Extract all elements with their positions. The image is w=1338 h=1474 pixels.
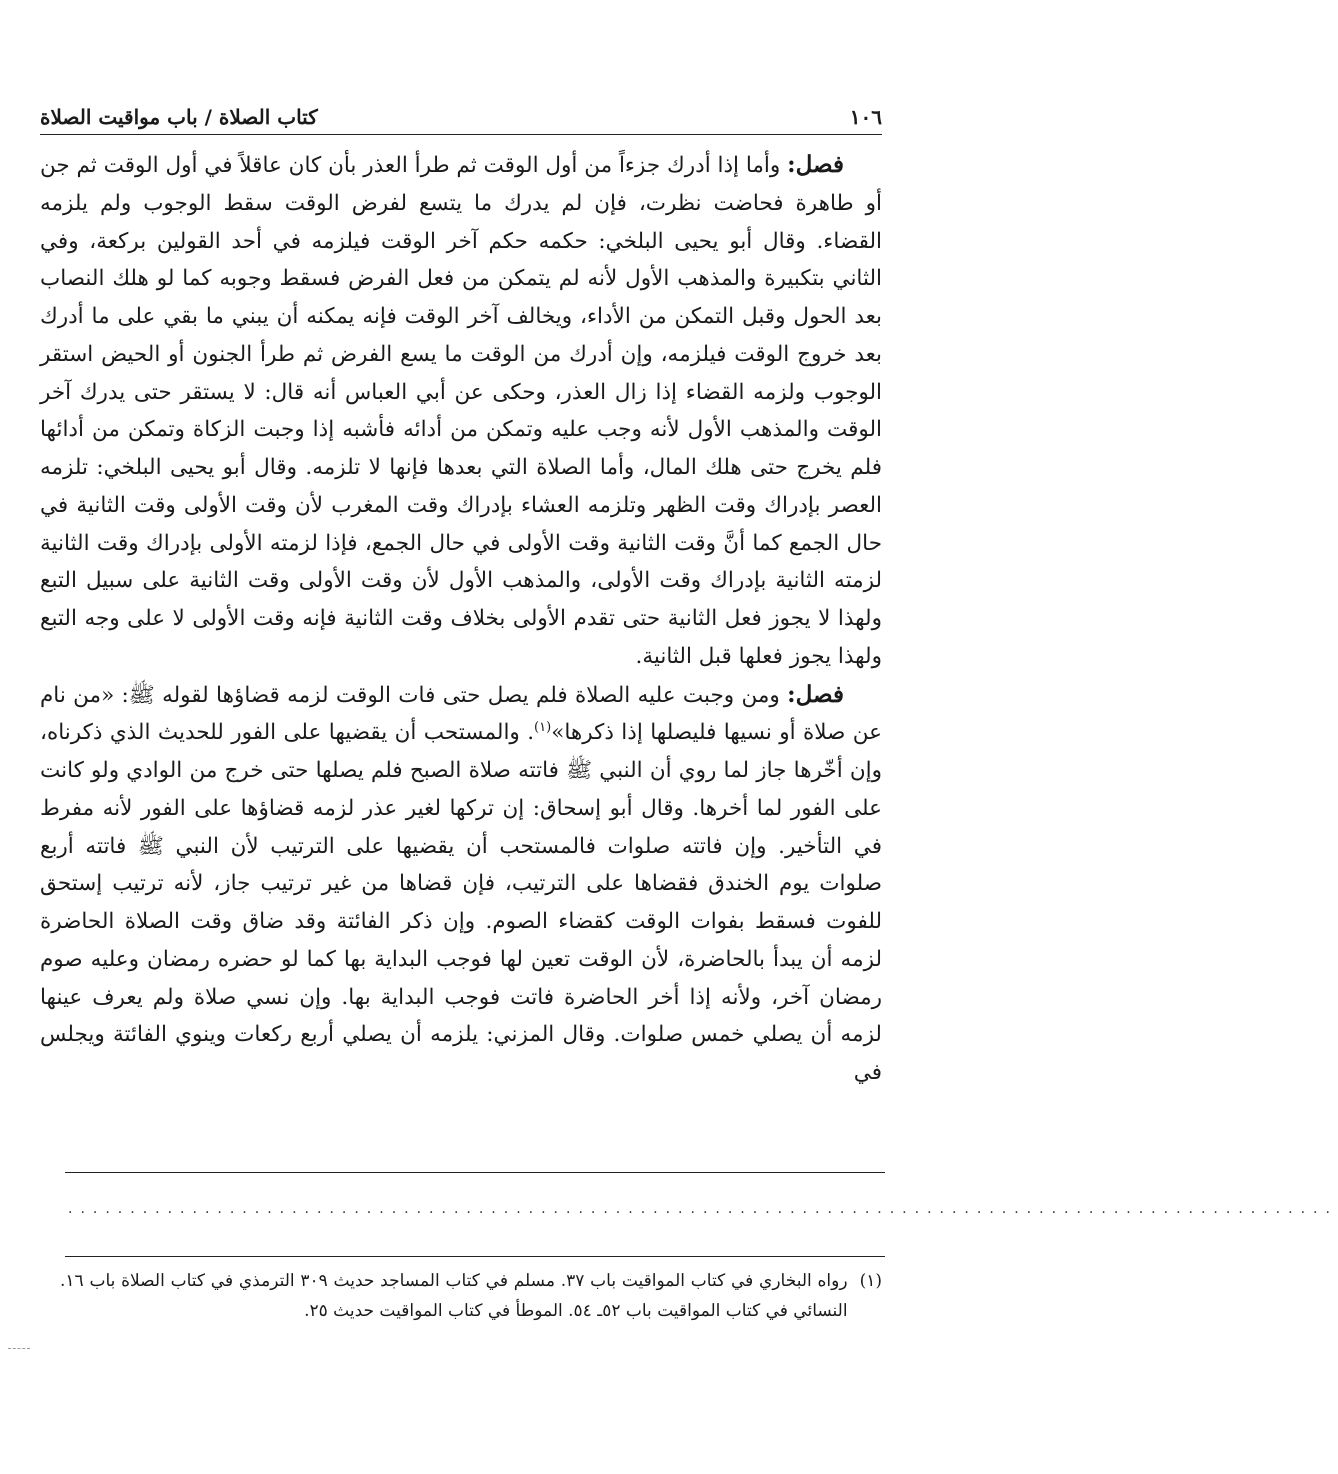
paragraph-1: [40, 146, 882, 676]
margin-mark: [8, 1348, 30, 1349]
page-number: ١٠٦: [849, 105, 882, 129]
footnotes: [60, 1266, 882, 1326]
text-end-rule: [65, 1172, 885, 1173]
main-text: [40, 146, 882, 1092]
footnote-reference[interactable]: (١): [534, 720, 552, 736]
section-lead: فصل:: [787, 680, 844, 708]
footnote-rule: [65, 1256, 885, 1257]
paragraph-2: [40, 676, 882, 1092]
paragraph-2-text-b: . والمستحب أن يقضيها على الفور للحديث الذي ذكرناه، وإن أخّرها جاز لما روي أن النبي ﷺ فاتته صلاة الصبح فلم يصلها حتى خرج من الوادي ولو كانت على الفور لما أخرها. وقال أبو إسحاق: إن تركها لغير عذر لزمه قضاؤها على الفور لأنه مفرط في التأخير. وإن فاتته صلوات فالمستحب أن يقضيها على الترتيب لأن النبي ﷺ فاتته أربع صلوات يوم الخندق فقضاها على الترتيب، فإن قضاها من غير ترتيب جاز، لأنه ترتيب إستحق للفوت فسقط بفوات الوقت كقضاء الصوم. وإن ذكر الفائتة وقد ضاق وقت الصلاة الحاضرة لزمه أن يبدأ بالحاضرة، لأن الوقت تعين لها فوجب البداية بها كما لو حضره رمضان وعليه صوم رمضان آخر، ولأنه إذا أخر الحاضرة فاتت فوجب البداية بها. وإن نسي صلاة ولم يعرف عينها لزمه أن يصلي خمس صلوات. وقال المزني: يلزمه أن يصلي أربع ركعات وينوي الفائتة ويجلس في: [40, 720, 882, 1085]
paragraph-2-text-a: ومن وجبت عليه الصلاة فلم يصل حتى فات الوقت لزمه قضاؤها لقوله ﷺ: «من نام عن صلاة أو نسيها فليصلها إذا ذكرها»: [40, 682, 882, 746]
running-header: [40, 96, 882, 132]
section-lead: فصل:: [787, 151, 844, 178]
header-rule: [40, 134, 882, 135]
footnote-item: [60, 1266, 882, 1326]
footnote-number: (١): [859, 1271, 882, 1291]
running-title: كتاب الصلاة / باب مواقيت الصلاة: [40, 105, 318, 129]
dotted-separator: ......................................................................................................: [68, 1201, 1338, 1217]
paragraph-1-text: وأما إذا أدرك جزءاً من أول الوقت ثم طرأ العذر بأن كان عاقلاً في أول الوقت ثم جن أو طاهرة فحاضت نظرت، فإن لم يدرك ما يتسع لفرض الوقت سقط الوجوب ولم يلزمه القضاء. وقال أبو يحيى البلخي: حكمه حكم آخر الوقت فيلزمه في أحد القولين بركعة، وفي الثاني بتكبيرة والمذهب الأول لأنه لم يتمكن من فعل الفرض فسقط وجوبه كما لو هلك النصاب بعد الحول وقبل التمكن من الأداء، ويخالف آخر الوقت فإنه يمكنه أن يبني ما بقي على ما أدرك بعد خروج الوقت فيلزمه، وإن أدرك من الوقت ما يسع الفرض ثم طرأ الجنون أو الحيض استقر الوجوب ولزمه القضاء إذا زال العذر، وحكى عن أبي العباس أنه قال: لا يستقر حتى يدرك آخر الوقت والمذهب الأول لأنه وجب عليه وتمكن من أدائه فأشبه إذا وجبت الزكاة وتمكن من أدائها فلم يخرج حتى هلك المال، وأما الصلاة التي بعدها فإنها لا تلزمه. وقال أبو يحيى البلخي: تلزمه العصر بإدراك وقت الظهر وتلزمه العشاء بإدراك وقت المغرب لأن وقت الأولى وقت الثانية في حال الجمع كما أنَّ وقت الثانية وقت الأولى في حال الجمع، فإذا لزمته الأولى بإدراك وقت الثانية لزمته الثانية بإدراك وقت الأولى، والمذهب الأول لأن وقت الأولى وقت الثانية على سبيل التبع ولهذا لا يجوز فعل الثانية حتى تقدم الأولى بخلاف وقت الثانية فإنه وقت الأولى لا على وجه التبع ولهذا يجوز فعلها قبل الثانية.: [40, 153, 882, 669]
footnote-text: رواه البخاري في كتاب المواقيت باب ٣٧. مسلم في كتاب المساجد حديث ٣٠٩ الترمذي في كتاب الصلاة باب ١٦. النسائي في كتاب المواقيت باب ٥٢ـ ٥٤. الموطأ في كتاب المواقيت حديث ٢٥.: [60, 1271, 848, 1321]
